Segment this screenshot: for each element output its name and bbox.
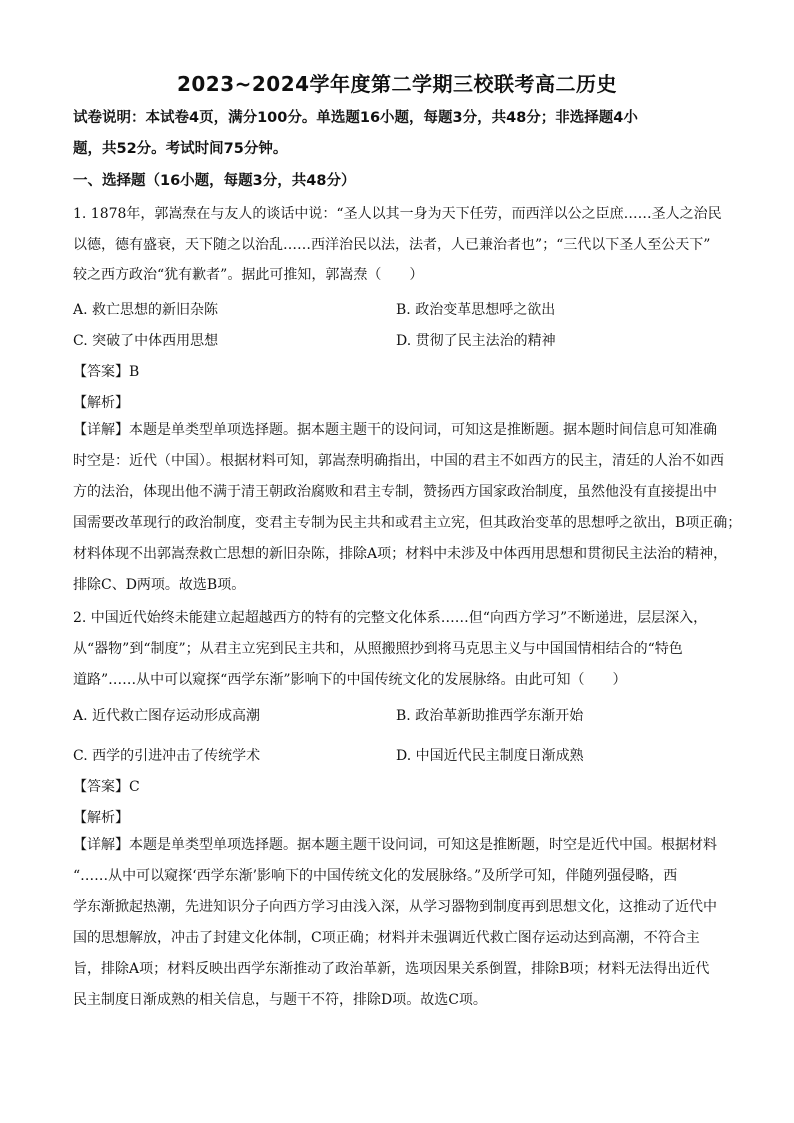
q2-stem-line: 道路”……从中可以窥探“西学东渐”影响下的中国传统文化的发展脉络。由此可知（ ）: [73, 672, 627, 688]
q2-answer: 【答案】C: [73, 779, 140, 795]
q2-option-b: B. 政治革新助推西学东渐开始: [396, 708, 584, 724]
q1-answer: 【答案】B: [73, 364, 140, 380]
q2-detail-line: 【详解】本题是单类型单项选择题。据本题主题干设问词，可知这是推断题，时空是近代中国。根据材料: [73, 837, 717, 853]
q2-option-d: D. 中国近代民主制度日渐成熟: [396, 748, 584, 764]
q2-detail-line: 民主制度日渐成熟的相关信息，与题干不符，排除D项。故选C项。: [73, 992, 487, 1008]
q2-detail-line: 国的思想解放，冲击了封建文化体制，C项正确；材料并未强调近代救亡图存运动达到高潮，不符合主: [73, 930, 700, 946]
instructions-line-2: 题，共52分。考试时间75分钟。: [73, 141, 288, 157]
q1-option-a: A. 救亡思想的新旧杂陈: [73, 302, 219, 318]
q1-stem-line: 以德，德有盛衰，天下随之以治乱……西洋治民以法，法者，人已兼治者也”；“三代以下圣人至公天下”: [73, 237, 711, 253]
q2-option-c: C. 西学的引进冲击了传统学术: [73, 748, 261, 764]
q1-detail-line: 排除C、D两项。故选B项。: [73, 577, 246, 593]
q1-detail-line: 时空是：近代（中国）。根据材料可知，郭嵩焘明确指出，中国的君主不如西方的民主，清廷的人治不如西: [73, 453, 724, 469]
section-heading: 一、选择题（16小题，每题3分，共48分）: [73, 173, 356, 189]
q1-detail-line: 国需要改革现行的政治制度，变君主专制为民主共和或君主立宪，但其政治变革的思想呼之欲出，B项正确；: [73, 515, 742, 531]
q1-detail-line: 材料体现不出郭嵩焘救亡思想的新旧杂陈，排除A项；材料中未涉及中体西用思想和贯彻民主法治的精神，: [73, 546, 728, 562]
instructions-line-1: 试卷说明：本试卷4页，满分100分。单选题16小题，每题3分，共48分；非选择题4小: [73, 110, 638, 126]
q2-detail-line: “……从中可以窥探‘西学东渐’影响下的中国传统文化的发展脉络。”及所学可知，伴随列强侵略，西: [73, 868, 678, 884]
q2-stem-line: 2. 中国近代始终未能建立起超越西方的特有的完整文化体系……但“向西方学习”不断递进，层层深入，: [73, 610, 708, 626]
q2-detail-line: 学东渐掀起热潮，先进知识分子向西方学习由浅入深，从学习器物到制度再到思想文化，这推动了近代中: [73, 899, 717, 915]
page-title: 2023~2024学年度第二学期三校联考高二历史: [176, 72, 618, 96]
q2-analysis-label: 【解析】: [73, 810, 129, 826]
q1-option-d: D. 贯彻了民主法治的精神: [396, 333, 556, 349]
q2-detail-line: 旨，排除A项；材料反映出西学东渐推动了政治革新，选项因果关系倒置，排除B项；材料无法得出近代: [73, 961, 710, 977]
q1-detail-line: 【详解】本题是单类型单项选择题。据本题主题干的设问词，可知这是推断题。据本题时间信息可知准确: [73, 422, 717, 438]
q1-option-b: B. 政治变革思想呼之欲出: [396, 302, 556, 318]
q1-stem-line: 1. 1878年，郭嵩焘在与友人的谈话中说：“圣人以其一身为天下任劳，而西洋以公之臣庶……圣人之治民: [73, 206, 722, 222]
q1-detail-line: 方的法治，体现出他不满于清王朝政治腐败和君主专制，赞扬西方国家政治制度，虽然他没有直接提出中: [73, 484, 717, 500]
q2-stem-line: 从“器物”到“制度”；从君主立宪到民主共和，从照搬照抄到将马克思主义与中国国情相结合的“特色: [73, 641, 683, 657]
q1-analysis-label: 【解析】: [73, 395, 129, 411]
q1-option-c: C. 突破了中体西用思想: [73, 333, 219, 349]
q1-stem-line: 较之西方政治“犹有歉者”。据此可推知，郭嵩焘（ ）: [73, 267, 424, 283]
q2-option-a: A. 近代救亡图存运动形成高潮: [73, 708, 261, 724]
